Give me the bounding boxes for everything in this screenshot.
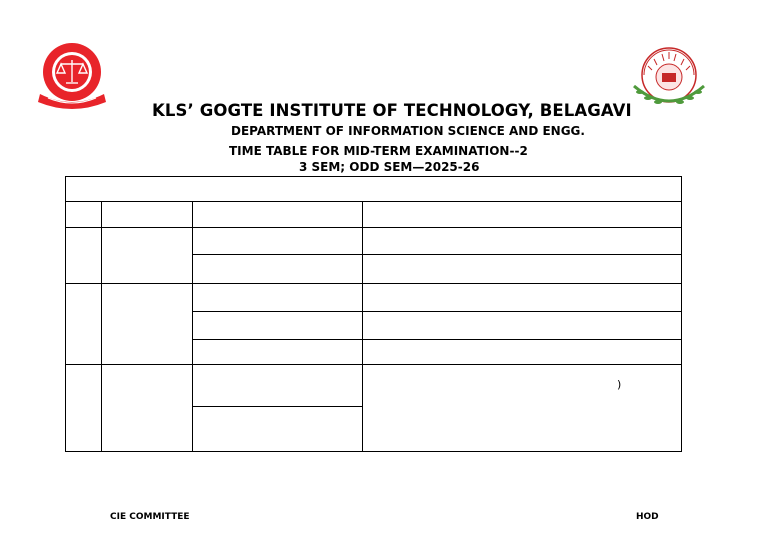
- institute-name: KLS’ GOGTE INSTITUTE OF TECHNOLOGY, BELAGAVI: [152, 101, 632, 120]
- cie-committee-signature: CIE COMMITTEE: [110, 512, 190, 522]
- timetable-title: TIME TABLE FOR MID-TERM EXAMINATION--2: [229, 144, 528, 158]
- hod-signature: HOD: [636, 512, 659, 522]
- kls-emblem-logo: [32, 40, 112, 112]
- stray-parenthesis: ): [617, 378, 622, 391]
- semester-label: 3 SEM; ODD SEM—2025-26: [299, 160, 480, 174]
- git-institute-logo: [628, 46, 710, 110]
- department-name: DEPARTMENT OF INFORMATION SCIENCE AND ENGG.: [231, 124, 585, 138]
- table-border: [66, 177, 682, 452]
